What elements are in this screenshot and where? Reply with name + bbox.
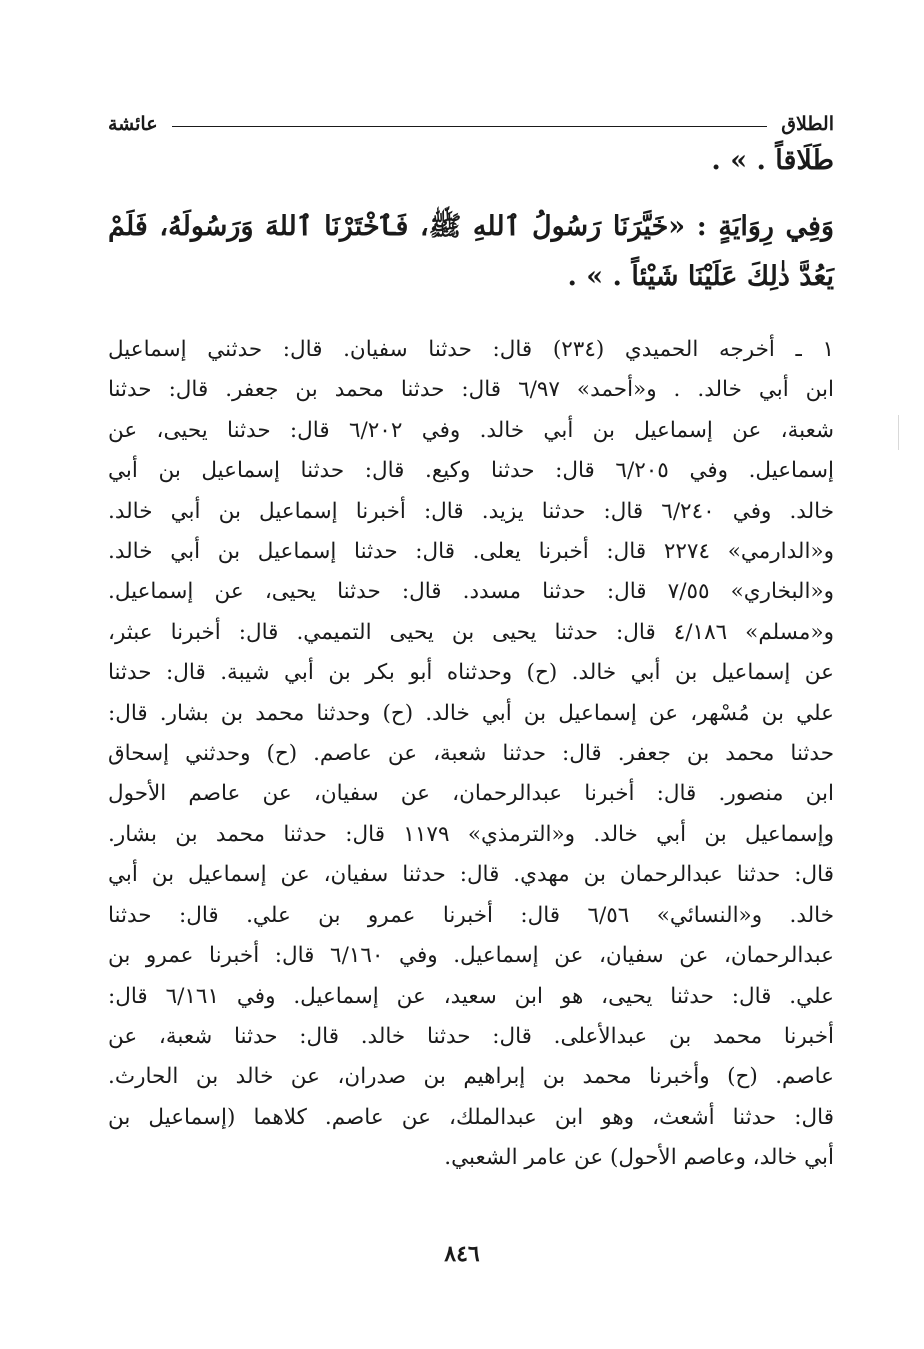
footnote-line: و«البخاري» ٧/٥٥ قال: حدثنا مسدد. قال: حدثنا يحيى، عن إسماعيل. (108, 579, 834, 605)
footnote-line: قال: حدثنا عبدالرحمان بن مهدي. قال: حدثنا سفيان، عن إسماعيل بن أبي (108, 862, 834, 888)
footnote-line: عن إسماعيل بن أبي خالد. (ح) وحدثناه أبو بكر بن أبي شيبة. قال: حدثنا (108, 660, 834, 686)
footnote-block (108, 330, 834, 1179)
footnote-line: خالد. و«النسائي» ٦/٥٦ قال: أخبرنا عمرو بن علي. قال: حدثنا (108, 902, 834, 928)
footnote-line: وإسماعيل بن أبي خالد. و«الترمذي» ١١٧٩ قال: حدثنا محمد بن بشار. (108, 821, 834, 847)
book-page (108, 110, 834, 1179)
footnote-line: إسماعيل. وفي ٦/٢٠٥ قال: حدثنا وكيع. قال: حدثنا إسماعيل بن أبي (108, 458, 835, 484)
running-header (108, 110, 834, 138)
hadith-text: وَفِي رِوَايَةٍ : «خَيَّرَنَا رَسُولُ ٱللهِ ﷺ، فَٱخْتَرْنَا ٱللهَ وَرَسُولَهُ، فَلَمْ يَعُدَّ ذٰلِكَ عَلَيْنَا شَيْئاً . » . (108, 211, 834, 292)
footnote-line: شعبة، عن إسماعيل بن أبي خالد. وفي ٦/٢٠٢ قال: حدثنا يحيى، عن (108, 417, 834, 443)
footnote-line: علي بن مُسْهر، عن إسماعيل بن أبي خالد. (ح) وحدثنا محمد بن بشار. قال: (108, 700, 834, 726)
carried-over-text: طَلَاقاً . » . (711, 145, 834, 176)
footnote-line: حدثنا محمد بن جعفر. قال: حدثنا شعبة، عن عاصم. (ح) وحدثني إسحاق (108, 741, 834, 767)
footnote-line: عاصم. (ح) وأخبرنا محمد بن إبراهيم بن صدران، عن خالد بن الحارث. (108, 1064, 834, 1090)
footnote-line: ابن منصور. قال: أخبرنا عبدالرحمان، عن سفيان، عن عاصم الأحول (108, 781, 834, 807)
footnote-line: خالد. وفي ٦/٢٤٠ قال: حدثنا يزيد. قال: أخبرنا إسماعيل بن أبي خالد. (108, 498, 834, 524)
footnote-line: قال: حدثنا أشعث، وهو ابن عبدالملك، عن عاصم. كلاهما (إسماعيل بن (108, 1104, 834, 1130)
footnote-line: أخبرنا محمد بن عبدالأعلى. قال: حدثنا خالد. قال: حدثنا شعبة، عن (108, 1023, 834, 1049)
footnote-line: أبي خالد، وعاصم الأحول) عن عامر الشعبي. (444, 1145, 834, 1171)
footnote-line: ١ ـ أخرجه الحميدي (٢٣٤) قال: حدثنا سفيان. قال: حدثني إسماعيل (108, 337, 835, 362)
header-rule (172, 126, 768, 127)
footnote-line: ابن أبي خالد. . و«أحمد» ٦/٩٧ قال: حدثنا محمد بن جعفر. قال: حدثنا (108, 377, 835, 403)
chapter-title: الطلاق (781, 113, 834, 135)
section-title: عائشة (108, 113, 158, 135)
footnote-line: علي. قال: حدثنا يحيى، هو ابن سعيد، عن إسماعيل. وفي ٦/١٦١ قال: (108, 983, 835, 1009)
footnote-line: عبدالرحمان، عن سفيان، عن إسماعيل. وفي ٦/١٦٠ قال: أخبرنا عمرو بن (108, 943, 834, 969)
page-number: ٨٤٦ (444, 1241, 480, 1267)
footnote-line: و«الدارمي» ٢٢٧٤ قال: أخبرنا يعلى. قال: حدثنا إسماعيل بن أبي خالد. (108, 539, 834, 565)
footnote-line: و«مسلم» ٤/١٨٦ قال: حدثنا يحيى بن يحيى التميمي. قال: أخبرنا عبثر، (108, 619, 834, 645)
scan-margin-mark (898, 415, 899, 450)
